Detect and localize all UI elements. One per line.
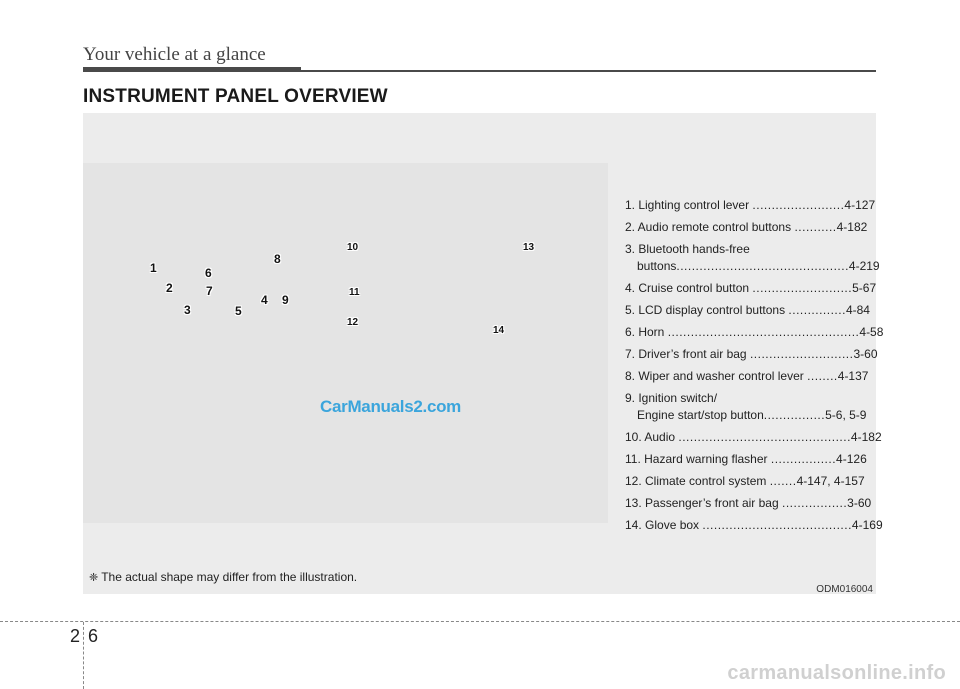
legend-leader: ................ bbox=[763, 408, 826, 422]
footnote-mark: ❈ bbox=[89, 572, 99, 584]
legend-page: 3-60 bbox=[847, 496, 872, 510]
legend-item bbox=[625, 473, 883, 490]
figure-code: ODM016004 bbox=[816, 584, 873, 595]
legend-leader: ............................................. bbox=[676, 259, 849, 273]
legend-leader: .......................... bbox=[752, 281, 853, 295]
legend-page: 4-147, 4-157 bbox=[796, 474, 865, 488]
legend-item bbox=[625, 495, 883, 512]
legend-continuation bbox=[625, 407, 883, 424]
legend-item bbox=[625, 517, 883, 534]
legend-item bbox=[625, 390, 883, 424]
legend-leader: ....... bbox=[769, 474, 797, 488]
legend-leader: ........... bbox=[794, 220, 837, 234]
legend-label: 7. Driver’s front air bag bbox=[625, 347, 750, 361]
callout-11: 11 bbox=[349, 287, 360, 298]
callout-4: 4 bbox=[261, 293, 268, 307]
instrument-panel-illustration bbox=[83, 163, 608, 523]
legend-page: 4-137 bbox=[837, 369, 869, 383]
legend-page: 4-169 bbox=[851, 518, 883, 532]
legend-label: 1. Lighting control lever bbox=[625, 198, 753, 212]
header-rule-thin bbox=[301, 70, 876, 72]
legend-leader: ................. bbox=[770, 452, 837, 466]
legend-page: 5-6, 5-9 bbox=[825, 408, 867, 422]
legend-leader: ................. bbox=[781, 496, 848, 510]
legend-item bbox=[625, 346, 883, 363]
legend-item bbox=[625, 197, 883, 214]
legend-label: 8. Wiper and washer control lever bbox=[625, 369, 808, 383]
component-legend bbox=[625, 197, 883, 539]
legend-label: 9. Ignition switch/ bbox=[625, 391, 718, 405]
legend-label: 12. Climate control system bbox=[625, 474, 770, 488]
legend-label: 6. Horn bbox=[625, 325, 668, 339]
legend-label: 13. Passenger’s front air bag bbox=[625, 496, 782, 510]
legend-page: 5-67 bbox=[852, 281, 877, 295]
legend-page: 4-58 bbox=[859, 325, 884, 339]
legend-label: 14. Glove box bbox=[625, 518, 703, 532]
callout-12: 12 bbox=[347, 317, 359, 328]
running-header: Your vehicle at a glance bbox=[83, 44, 266, 65]
callout-6: 6 bbox=[205, 266, 212, 280]
legend-label: 11. Hazard warning flasher bbox=[625, 452, 771, 466]
legend-label: 3. Bluetooth hands-free bbox=[625, 242, 750, 256]
callout-10: 10 bbox=[347, 242, 359, 253]
legend-label: 4. Cruise control button bbox=[625, 281, 753, 295]
header-rule-thick bbox=[83, 67, 301, 72]
callout-2: 2 bbox=[166, 281, 173, 295]
legend-leader: ............................................. bbox=[678, 430, 851, 444]
legend-item bbox=[625, 219, 883, 236]
legend-page: 4-219 bbox=[848, 259, 880, 273]
legend-continuation-text: buttons bbox=[637, 259, 677, 273]
callout-5: 5 bbox=[235, 304, 242, 318]
figure-panel bbox=[83, 113, 884, 595]
footer-dashed-divider bbox=[83, 622, 84, 689]
callout-14: 14 bbox=[493, 325, 505, 336]
legend-item bbox=[625, 324, 883, 341]
page-number: 6 bbox=[88, 626, 99, 646]
legend-leader: .................................................. bbox=[667, 325, 860, 339]
callout-9: 9 bbox=[282, 293, 289, 307]
callout-7: 7 bbox=[206, 284, 213, 298]
legend-leader: ........................ bbox=[752, 198, 845, 212]
footnote bbox=[89, 570, 357, 584]
legend-leader: ........................... bbox=[749, 347, 854, 361]
legend-item bbox=[625, 368, 883, 385]
page-chapter: 2 bbox=[70, 626, 81, 646]
callout-1: 1 bbox=[150, 261, 157, 275]
legend-item bbox=[625, 429, 883, 446]
footer-dashed-rule bbox=[0, 621, 960, 622]
legend-page: 4-127 bbox=[844, 198, 876, 212]
legend-item bbox=[625, 302, 883, 319]
legend-leader: ............... bbox=[788, 303, 846, 317]
legend-page: 4-126 bbox=[836, 452, 867, 466]
legend-item bbox=[625, 451, 883, 468]
section-title: INSTRUMENT PANEL OVERVIEW bbox=[83, 86, 388, 107]
callout-3: 3 bbox=[184, 303, 191, 317]
callout-13: 13 bbox=[523, 242, 535, 253]
legend-label: 2. Audio remote control buttons bbox=[625, 220, 795, 234]
legend-item bbox=[625, 241, 883, 275]
legend-leader: ........ bbox=[807, 369, 838, 383]
legend-page: 4-182 bbox=[836, 220, 868, 234]
legend-label: 10. Audio bbox=[625, 430, 679, 444]
legend-page: 3-60 bbox=[853, 347, 878, 361]
legend-item bbox=[625, 280, 883, 297]
legend-page: 4-182 bbox=[850, 430, 882, 444]
legend-leader: ....................................... bbox=[702, 518, 852, 532]
callout-8: 8 bbox=[274, 252, 281, 266]
legend-page: 4-84 bbox=[845, 303, 870, 317]
illustration-watermark: CarManuals2.com bbox=[320, 397, 461, 416]
legend-label: 5. LCD display control buttons bbox=[625, 303, 789, 317]
site-watermark: carmanualsonline.info bbox=[727, 662, 946, 684]
footnote-text: The actual shape may differ from the illustration. bbox=[101, 570, 358, 584]
legend-continuation-text: Engine start/stop button bbox=[637, 408, 764, 422]
legend-continuation bbox=[625, 258, 883, 275]
